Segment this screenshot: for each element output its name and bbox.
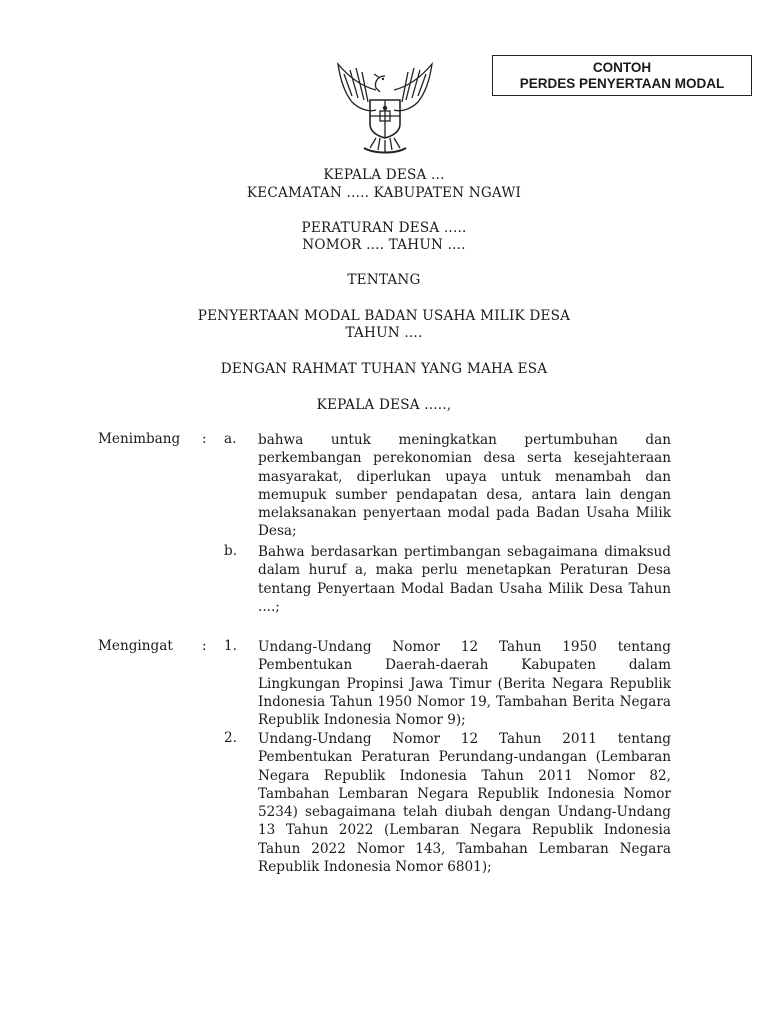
menimbang-colon: : — [202, 431, 207, 447]
sample-badge-line2: PERDES PENYERTAAN MODAL — [519, 76, 725, 91]
menimbang-marker-b: b. — [224, 543, 238, 559]
menimbang-text-a: bahwa untuk meningkatkan pertumbuhan dan perkembangan perekonomian desa serta kesejahteraan masyarakat, diperlukan upaya untuk menambah dan memupuk sumber pendapatan desa, antara lain dengan melaksanakan penyertaan modal pada Badan Usaha Milik Desa; — [258, 432, 671, 540]
header-line4: NOMOR .... TAHUN .... — [302, 237, 466, 253]
header-line2: KECAMATAN ..... KABUPATEN NGAWI — [246, 185, 522, 201]
header-line9: KEPALA DESA ....., — [316, 397, 452, 413]
sample-badge-line1: CONTOH — [592, 60, 652, 75]
menimbang-marker-a: a. — [224, 431, 237, 447]
menimbang-text-b: Bahwa berdasarkan pertimbangan sebagaimana dimaksud dalam huruf a, maka perlu menetapkan Peraturan Desa tentang Penyertaan Modal Badan Usaha Milik Desa Tahun ....; — [258, 544, 671, 615]
sample-badge — [492, 55, 752, 96]
garuda-emblem-icon — [330, 58, 440, 158]
header-line5: TENTANG — [347, 272, 421, 288]
mengingat-label: Mengingat — [98, 638, 173, 654]
header-line1: KEPALA DESA ... — [323, 167, 445, 183]
mengingat-marker-1: 1. — [224, 638, 237, 654]
header-line6: PENYERTAAN MODAL BADAN USAHA MILIK DESA — [197, 308, 571, 324]
mengingat-colon: : — [202, 638, 207, 654]
header-line8: DENGAN RAHMAT TUHAN YANG MAHA ESA — [220, 361, 548, 377]
menimbang-label: Menimbang — [98, 431, 181, 447]
mengingat-text-1: Undang-Undang Nomor 12 Tahun 1950 tentang Pembentukan Daerah-daerah Kabupaten dalam Lingkungan Propinsi Jawa Timur (Berita Negara Republik Indonesia Tahun 1950 Nomor 19, Tambahan Berita Negara Republik Indonesia Nomor 9); — [258, 639, 671, 729]
header-line7: TAHUN .... — [345, 325, 423, 341]
mengingat-text-2: Undang-Undang Nomor 12 Tahun 2011 tentang Pembentukan Peraturan Perundang-undangan (Lembaran Negara Republik Indonesia Tahun 2011 Nomor 82, Tambahan Lembaran Negara Republik Indonesia Nomor 5234) sebagaimana telah diubah dengan Undang-Undang 13 Tahun 2022 (Lembaran Negara Republik Indonesia Tahun 2022 Nomor 143, Tambahan Lembaran Negara Republik Indonesia Nomor 6801); — [258, 731, 671, 876]
mengingat-marker-2: 2. — [224, 730, 237, 746]
header-line3: PERATURAN DESA ..... — [301, 220, 467, 236]
